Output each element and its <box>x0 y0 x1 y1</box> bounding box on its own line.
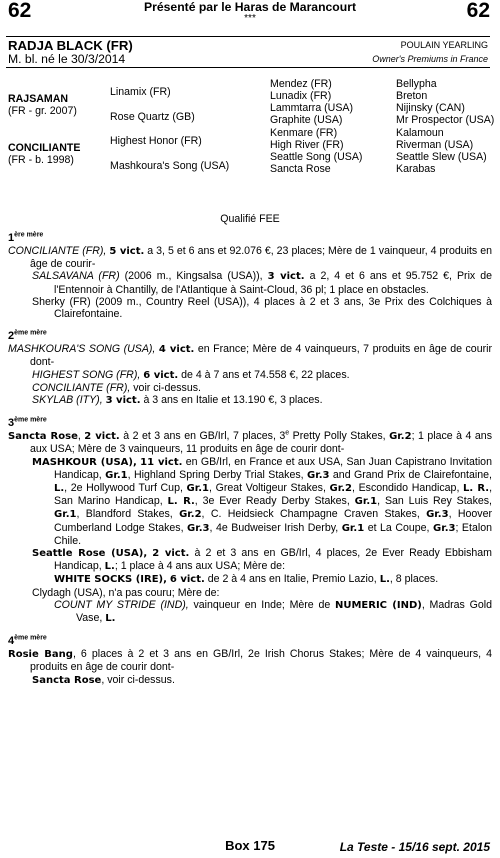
sire: RAJSAMAN <box>8 93 69 105</box>
ped-g4-3: Nijinsky (CAN) <box>396 102 465 114</box>
dam-1-entry: CONCILIANTE (FR), 5 vict. a 3, 5 et 6 ans et 92.076 €, 23 places; Mère de 1 vainqueur, 4 produits en âge de courir- <box>8 245 492 271</box>
dam-2-produce-1: HIGHEST SONG (FR), 6 vict. de 4 à 7 ans et 74.558 €, 22 places. <box>32 368 350 381</box>
ped-g3-1: Mendez (FR) <box>270 78 332 90</box>
ped-g3-7: Seattle Song (USA) <box>270 151 363 163</box>
dam-3-produce-seattle-rose: Seattle Rose (USA), 2 vict. à 2 et 3 ans en GB/Irl, 4 places, 2e Ever Ready Ebbisham Handicap, L.; 1 place à 4 ans aux USA; Mère de: <box>32 547 492 573</box>
ped-g2-4: Mashkoura's Song (USA) <box>110 160 230 172</box>
ped-g3-6: High River (FR) <box>270 139 344 151</box>
page-footer <box>0 840 500 856</box>
ped-g4-6: Riverman (USA) <box>396 139 474 151</box>
dam-4-produce-1: Sancta Rose, voir ci-dessus. <box>32 673 175 686</box>
ped-g2-1: Linamix (FR) <box>110 86 171 98</box>
qualification: Qualifié FEE <box>220 213 280 225</box>
heading-4th-dam: $4^{ème mère}$ <box>8 634 47 648</box>
presenter: Présenté par le Haras de Marancourt <box>143 0 356 14</box>
dam-3-entry: Sancta Rose, 2 vict. à 2 et 3 ans en GB/Irl, 7 places, 3e Pretty Polly Stakes, Gr.2; 1 place à 4 ans aux USA; Mère de 3 vainqueurs, 11 produits en âge de courir dont- <box>8 429 492 456</box>
dam-3-produce-clydagh: Clydagh (USA), n'a pas couru; Mère de: <box>32 586 220 599</box>
ped-g3-8: Sancta Rose <box>270 163 331 175</box>
horse-title-box <box>6 36 490 68</box>
sire-info: (FR - gr. 2007) <box>8 105 77 117</box>
ped-g4-5: Kalamoun <box>396 127 444 139</box>
ped-g2-2: Rose Quartz (GB) <box>110 111 195 123</box>
ped-g4-4: Mr Prospector (USA) <box>396 114 495 126</box>
ped-g2-3: Highest Honor (FR) <box>110 135 202 147</box>
dam-1-produce-1: SALSAVANA (FR) (2006 m., Kingsalsa (USA)), 3 vict. a 2, 4 et 6 ans et 95.752 €, Prix de l'Entennoir à Chantilly, de l'Atlantique à Saint-Cloud, 36 pl; 1 place en obstacles. <box>32 270 492 296</box>
ped-g4-7: Seattle Slew (USA) <box>396 151 487 163</box>
dam-info: (FR - b. 1998) <box>8 154 74 166</box>
ped-g4-2: Breton <box>396 90 428 102</box>
dam-2-produce-3: SKYLAB (ITY), 3 vict. à 3 ans en Italie et 13.190 €, 3 places. <box>32 394 323 407</box>
owners-premiums: Owner's Premiums in France <box>372 54 488 64</box>
pedigree-table <box>0 74 500 184</box>
heading-1st-dam: $1^{ère mère}$ <box>8 231 44 244</box>
dam-2-entry: MASHKOURA'S SONG (USA), 4 vict. en France; Mère de 4 vainqueurs, 7 produits en âge de courir dont- <box>8 343 493 369</box>
ped-g3-3: Lammtarra (USA) <box>270 102 353 114</box>
sale-venue-date: La Teste - 15/16 sept. 2015 <box>339 840 490 854</box>
lot-number-left: 62 <box>8 0 32 22</box>
dam-2-produce-2: CONCILIANTE (FR), voir ci-dessus. <box>32 381 201 394</box>
dam-3-grandproduce-white-socks: WHITE SOCKS (IRE), 6 vict. de 2 à 4 ans en Italie, Premio Lazio, L., 8 places. <box>54 573 439 586</box>
horse-name: RADJA BLACK (FR) <box>8 38 133 53</box>
box-number: Box 175 <box>225 838 275 853</box>
ped-g4-1: Bellypha <box>396 78 437 90</box>
horse-born: M. bl. né le 30/3/2014 <box>8 52 126 66</box>
heading-3rd-dam: $3^{ème mère}$ <box>8 416 47 430</box>
stars: *** <box>244 13 256 24</box>
dam-3-grandproduce-count-my-stride: COUNT MY STRIDE (IND), vainqueur en Inde; Mère de NUMERIC (IND), Madras Gold Vase, L. <box>54 598 492 625</box>
dam: CONCILIANTE <box>8 142 81 154</box>
dam-3-produce-mashkour: MASHKOUR (USA), 11 vict. en GB/Irl, en France et aux USA, San Juan Capistrano Invitation Handicap, Gr.1, Highland Spring Derby Trial Stakes, Gr.3 and Grand Prix de Clairefontaine, L., 2e Hollywood Turf Cup, Gr.1, Great Voltigeur Stakes, Gr.2, Escondido Handicap, L. R., San Marino Handicap, L. R., 3e Ever Ready Derby Stakes, Gr.1, San Luis Rey Stakes, Gr.1, Blandford Stakes, Gr.2, C. Heidsieck Champagne Craven Stakes, Gr.3, Hoover Cumberland Lodge Stakes, Gr.3, 4e Budweiser Irish Derby, Gr.1 et La Coupe, Gr.3; Etalon Chile. <box>32 455 493 547</box>
family-notes <box>8 232 492 687</box>
dam-4-entry: Rosie Bang, 6 places à 2 et 3 ans en GB/Irl, 2e Irish Chorus Stakes; Mère de 4 vainqueurs, 4 produits en âge de courir dont- <box>8 648 492 674</box>
heading-2nd-dam: $2^{ème mère}$ <box>8 329 47 343</box>
ped-g4-8: Karabas <box>396 163 436 175</box>
dam-1-produce-2: Sherky (FR) (2009 m., Country Reel (USA)), 4 places à 2 et 3 ans, 3e Prix des Colchiques à Clairefontaine. <box>32 295 492 321</box>
horse-category: POULAIN YEARLING <box>400 40 488 50</box>
ped-g3-5: Kenmare (FR) <box>270 127 338 139</box>
lot-number-right: 62 <box>466 0 490 22</box>
ped-g3-4: Graphite (USA) <box>270 114 343 126</box>
page-header <box>0 0 500 24</box>
ped-g3-2: Lunadix (FR) <box>270 90 332 102</box>
